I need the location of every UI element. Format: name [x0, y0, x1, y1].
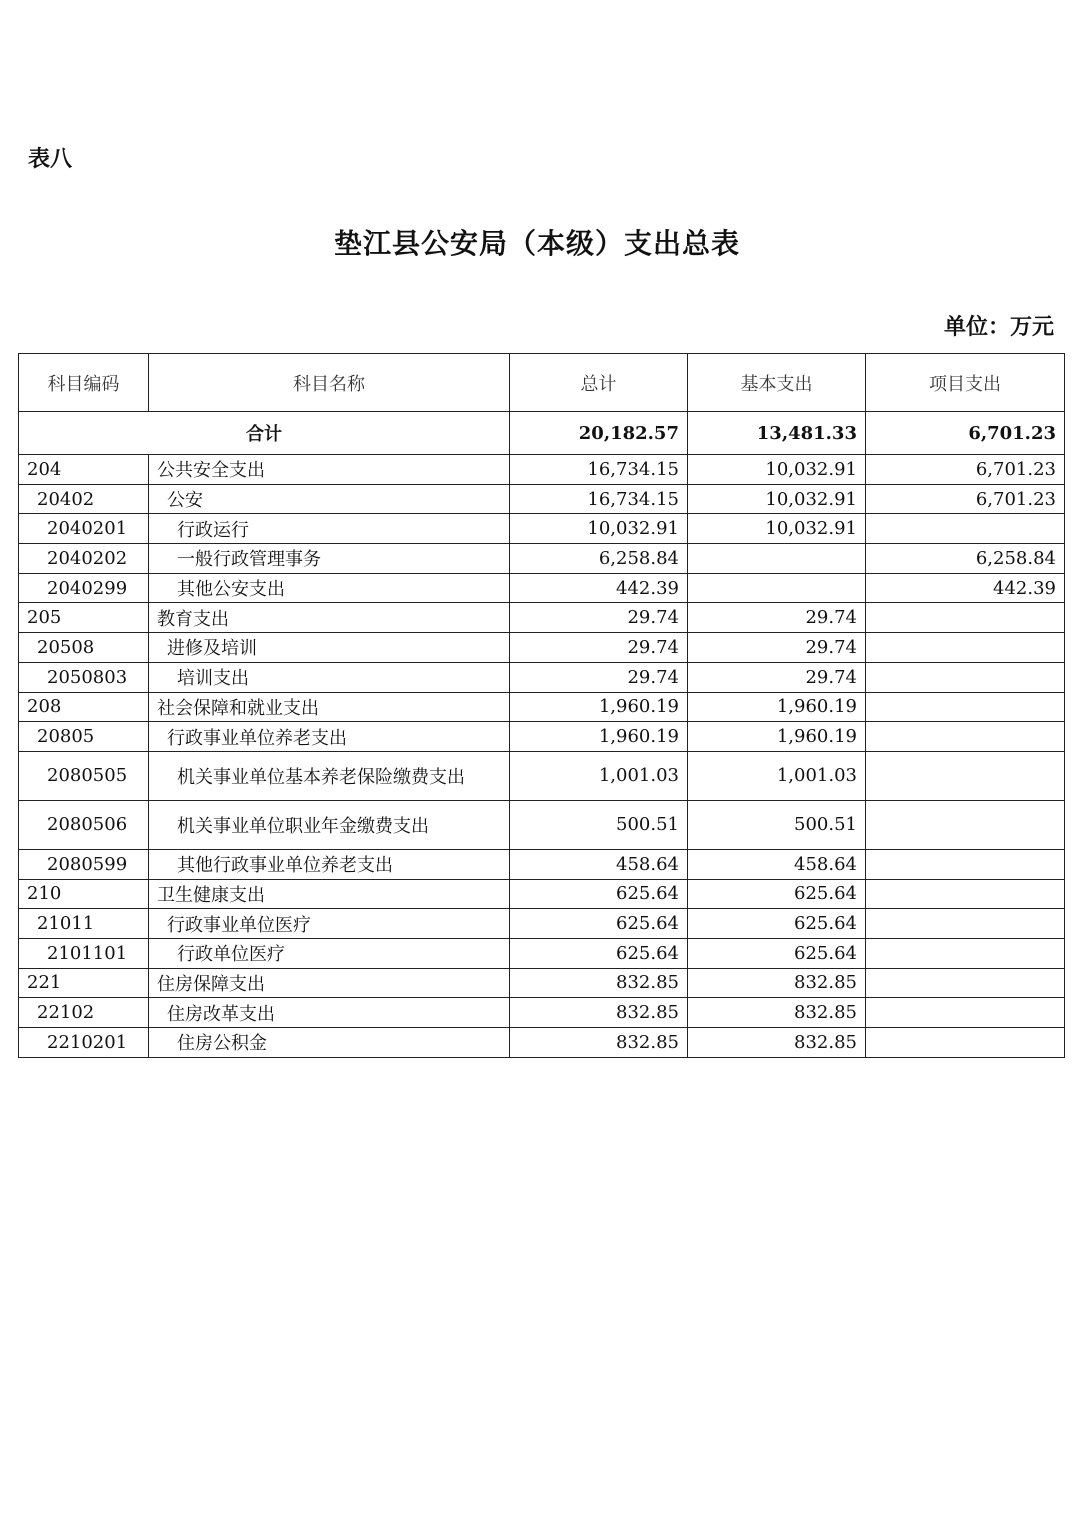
row-total: 29.74	[510, 603, 688, 633]
row-project	[866, 662, 1065, 692]
row-code: 221	[19, 968, 149, 998]
row-total: 625.64	[510, 879, 688, 909]
row-project	[866, 879, 1065, 909]
row-project	[866, 849, 1065, 879]
header-row	[19, 354, 1065, 412]
table-row	[19, 998, 1065, 1028]
table-row	[19, 938, 1065, 968]
row-name: 公安	[149, 484, 510, 514]
header-total: 总计	[510, 354, 688, 412]
table-row	[19, 633, 1065, 663]
row-code: 22102	[19, 998, 149, 1028]
row-project	[866, 998, 1065, 1028]
total-project: 6,701.23	[866, 412, 1065, 455]
row-basic: 625.64	[688, 938, 866, 968]
row-code: 204	[19, 455, 149, 485]
total-basic: 13,481.33	[688, 412, 866, 455]
row-basic: 1,960.19	[688, 722, 866, 752]
row-basic: 1,960.19	[688, 692, 866, 722]
row-total: 500.51	[510, 800, 688, 849]
row-name: 机关事业单位基本养老保险缴费支出	[149, 751, 510, 800]
row-basic: 10,032.91	[688, 484, 866, 514]
row-total: 458.64	[510, 849, 688, 879]
table-row	[19, 692, 1065, 722]
row-name: 住房保障支出	[149, 968, 510, 998]
row-project: 442.39	[866, 573, 1065, 603]
row-total: 16,734.15	[510, 484, 688, 514]
total-total: 20,182.57	[510, 412, 688, 455]
row-name: 社会保障和就业支出	[149, 692, 510, 722]
expenditure-table	[18, 353, 1065, 1058]
row-name: 卫生健康支出	[149, 879, 510, 909]
row-basic: 500.51	[688, 800, 866, 849]
table-row	[19, 514, 1065, 544]
table-row	[19, 968, 1065, 998]
row-project	[866, 692, 1065, 722]
row-total: 29.74	[510, 633, 688, 663]
row-basic: 29.74	[688, 603, 866, 633]
row-code: 2101101	[19, 938, 149, 968]
row-total: 29.74	[510, 662, 688, 692]
row-project	[866, 751, 1065, 800]
table-row	[19, 544, 1065, 574]
header-basic: 基本支出	[688, 354, 866, 412]
row-basic: 832.85	[688, 968, 866, 998]
row-project	[866, 968, 1065, 998]
total-row	[19, 412, 1065, 455]
row-project	[866, 633, 1065, 663]
row-basic: 10,032.91	[688, 455, 866, 485]
table-row	[19, 879, 1065, 909]
page-title: 垫江县公安局（本级）支出总表	[333, 227, 740, 260]
row-name: 公共安全支出	[149, 455, 510, 485]
row-basic: 10,032.91	[688, 514, 866, 544]
row-project	[866, 1028, 1065, 1058]
row-code: 2040201	[19, 514, 149, 544]
row-basic: 1,001.03	[688, 751, 866, 800]
row-project	[866, 514, 1065, 544]
row-basic: 29.74	[688, 662, 866, 692]
row-basic: 832.85	[688, 998, 866, 1028]
row-total: 832.85	[510, 998, 688, 1028]
row-basic	[688, 573, 866, 603]
row-code: 208	[19, 692, 149, 722]
table-row	[19, 603, 1065, 633]
row-name: 行政事业单位医疗	[149, 909, 510, 939]
table-row	[19, 484, 1065, 514]
table-row	[19, 1028, 1065, 1058]
row-name: 机关事业单位职业年金缴费支出	[149, 800, 510, 849]
row-code: 2050803	[19, 662, 149, 692]
row-project: 6,258.84	[866, 544, 1065, 574]
row-name: 住房公积金	[149, 1028, 510, 1058]
table-row	[19, 751, 1065, 800]
row-project	[866, 722, 1065, 752]
row-name: 住房改革支出	[149, 998, 510, 1028]
row-total: 442.39	[510, 573, 688, 603]
row-project	[866, 938, 1065, 968]
table-number-label: 表八	[28, 146, 73, 172]
row-code: 2080506	[19, 800, 149, 849]
row-basic: 29.74	[688, 633, 866, 663]
row-code: 20402	[19, 484, 149, 514]
row-total: 832.85	[510, 968, 688, 998]
row-basic: 458.64	[688, 849, 866, 879]
table-row	[19, 849, 1065, 879]
total-label: 合计	[19, 412, 510, 455]
row-basic: 625.64	[688, 909, 866, 939]
row-name: 行政运行	[149, 514, 510, 544]
row-code: 2040202	[19, 544, 149, 574]
row-code: 2080505	[19, 751, 149, 800]
row-total: 6,258.84	[510, 544, 688, 574]
row-name: 教育支出	[149, 603, 510, 633]
row-project	[866, 800, 1065, 849]
row-name: 培训支出	[149, 662, 510, 692]
row-name: 行政事业单位养老支出	[149, 722, 510, 752]
row-total: 1,960.19	[510, 692, 688, 722]
table-row	[19, 722, 1065, 752]
row-total: 625.64	[510, 938, 688, 968]
row-code: 2210201	[19, 1028, 149, 1058]
row-total: 10,032.91	[510, 514, 688, 544]
row-name: 行政单位医疗	[149, 938, 510, 968]
row-total: 1,960.19	[510, 722, 688, 752]
row-code: 2080599	[19, 849, 149, 879]
row-basic: 832.85	[688, 1028, 866, 1058]
table-row	[19, 573, 1065, 603]
row-code: 2040299	[19, 573, 149, 603]
row-project: 6,701.23	[866, 455, 1065, 485]
row-basic: 625.64	[688, 879, 866, 909]
row-total: 625.64	[510, 909, 688, 939]
header-name: 科目名称	[149, 354, 510, 412]
row-project	[866, 603, 1065, 633]
row-total: 1,001.03	[510, 751, 688, 800]
table-row	[19, 662, 1065, 692]
row-code: 210	[19, 879, 149, 909]
row-code: 21011	[19, 909, 149, 939]
row-name: 其他行政事业单位养老支出	[149, 849, 510, 879]
row-code: 20805	[19, 722, 149, 752]
row-name: 一般行政管理事务	[149, 544, 510, 574]
row-basic	[688, 544, 866, 574]
header-code: 科目编码	[19, 354, 149, 412]
row-name: 其他公安支出	[149, 573, 510, 603]
row-name: 进修及培训	[149, 633, 510, 663]
table-row	[19, 800, 1065, 849]
row-total: 832.85	[510, 1028, 688, 1058]
row-project	[866, 909, 1065, 939]
row-code: 205	[19, 603, 149, 633]
table-row	[19, 909, 1065, 939]
row-total: 16,734.15	[510, 455, 688, 485]
row-project: 6,701.23	[866, 484, 1065, 514]
table-row	[19, 455, 1065, 485]
unit-label: 单位：万元	[943, 314, 1054, 340]
header-project: 项目支出	[866, 354, 1065, 412]
row-code: 20508	[19, 633, 149, 663]
